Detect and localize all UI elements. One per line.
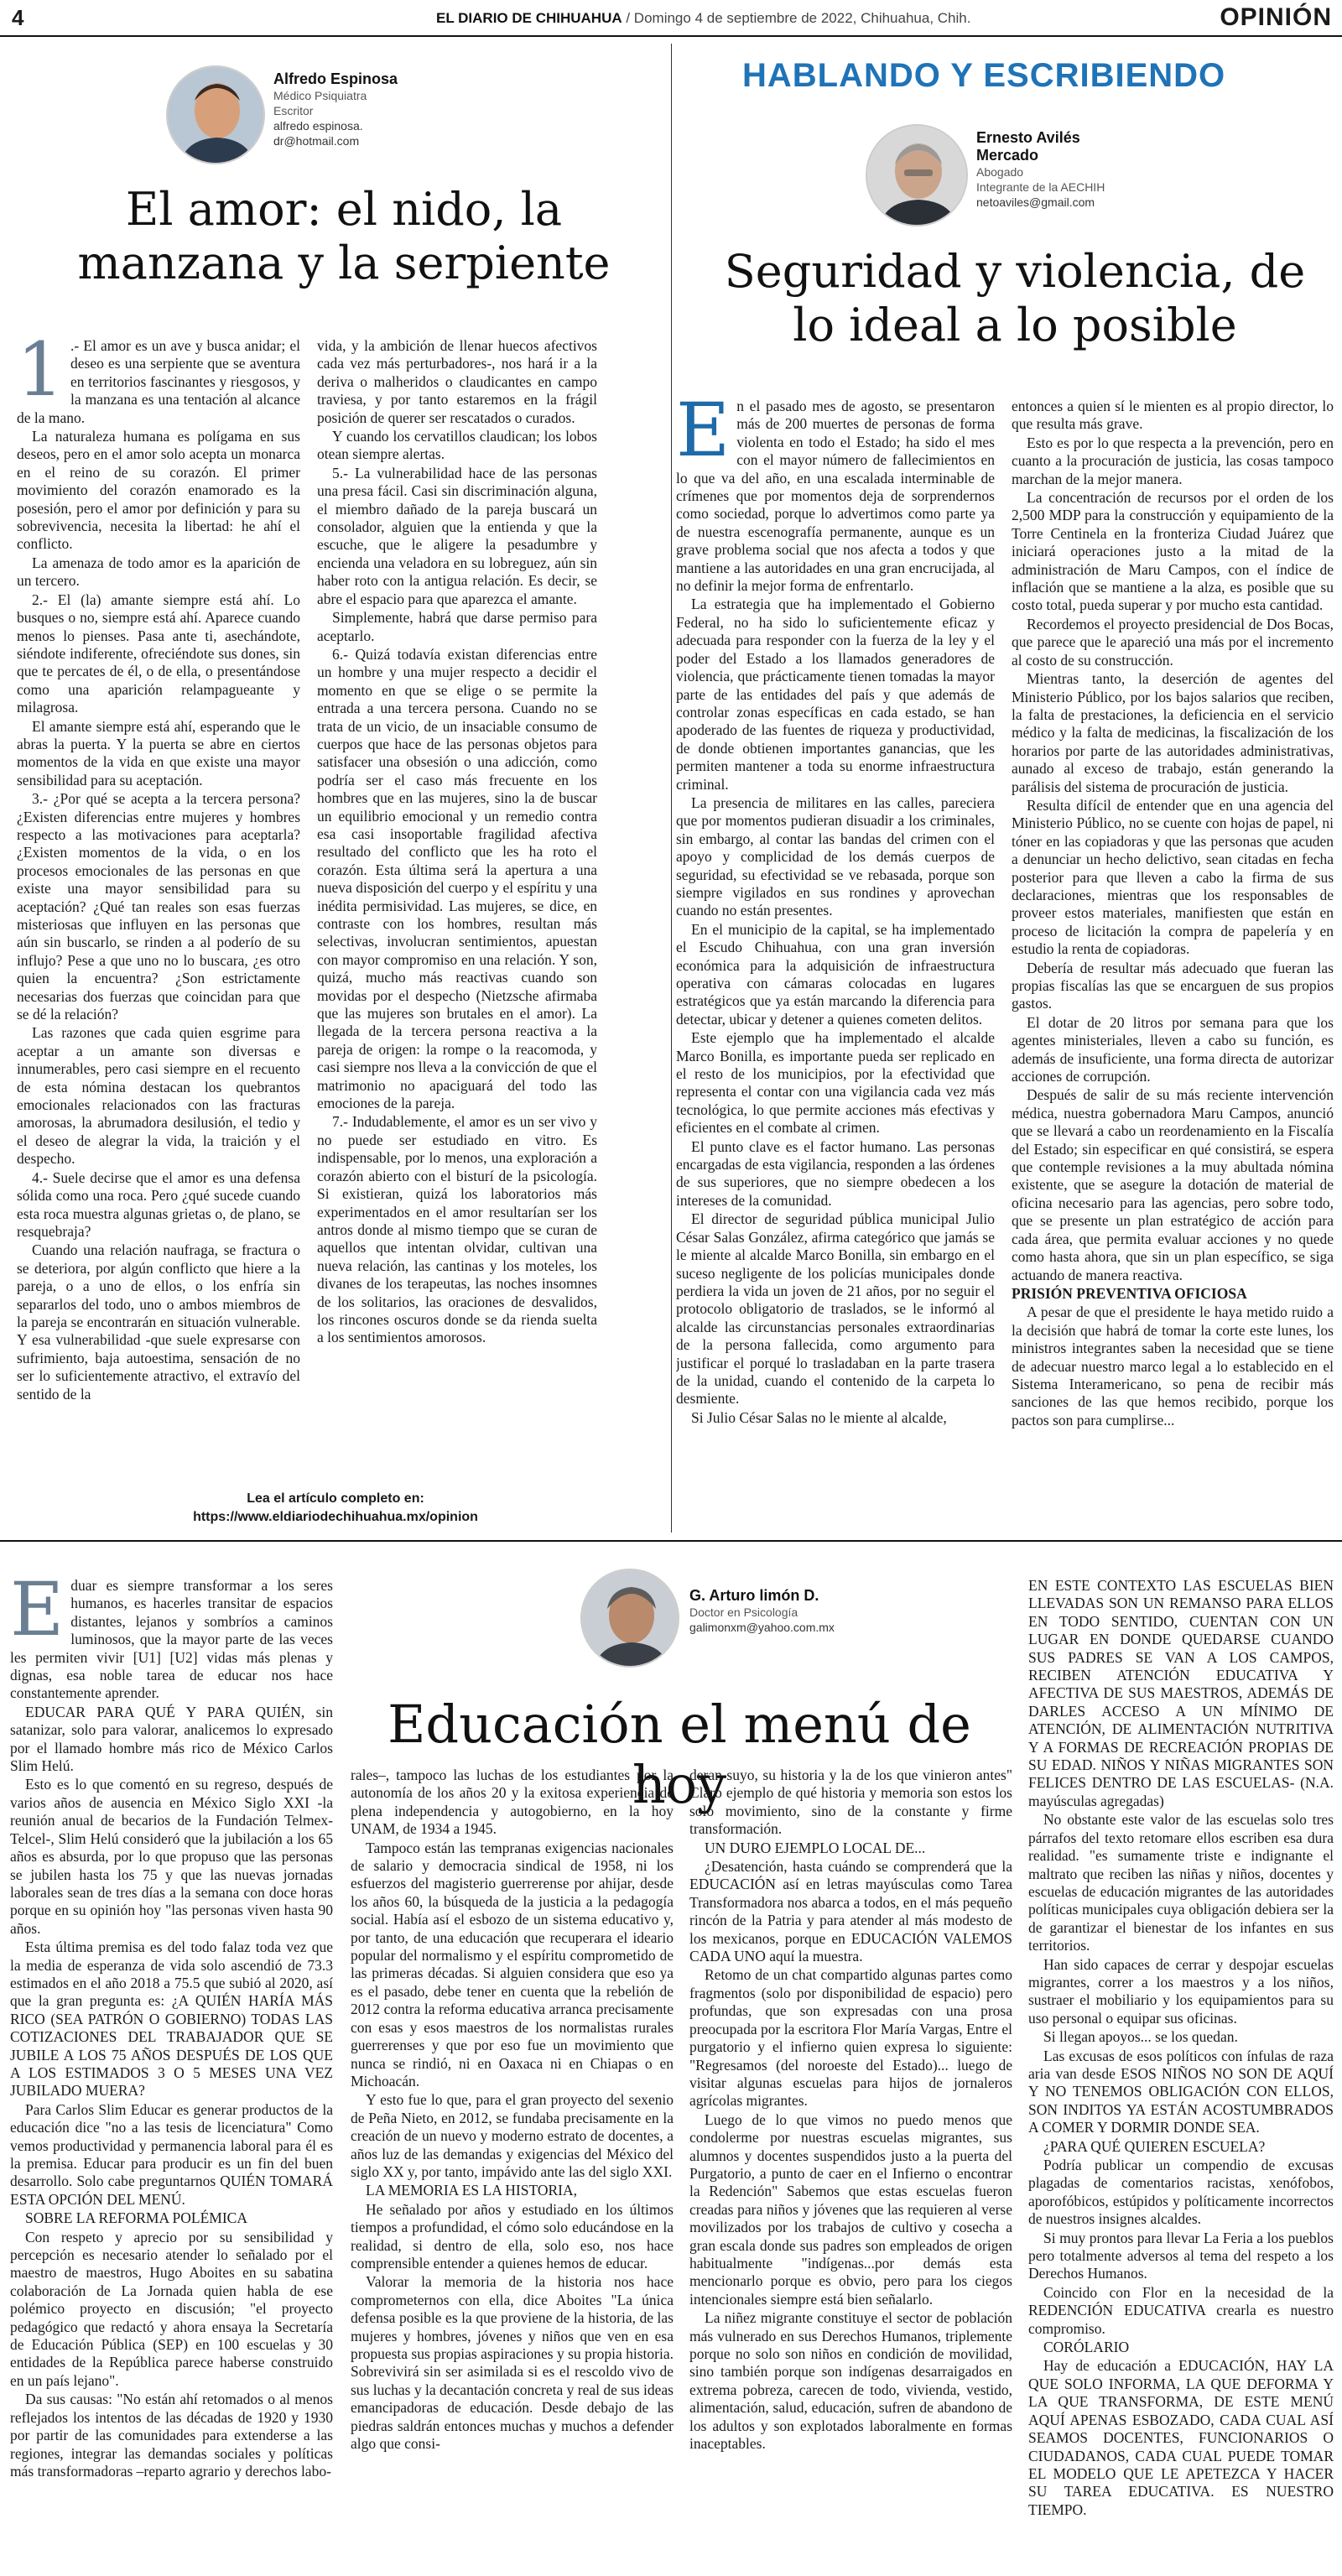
author-email[interactable]: galimonxm@yahoo.com.mx	[689, 1621, 835, 1634]
paragraph: Las razones que cada quien esgrime para aceptar a un amante son diversas e innumerables, pero casi siempre en el recuento de esta nómina destacan los quebrantos emocionales relacionados con las fracturas amorosas, la abrumadora desilusión, el tedio y el deseo de alegrar la vida, la traición y el despecho.	[17, 1024, 300, 1168]
paragraph: La naturaleza humana es polígama en sus deseos, pero en el amor solo acepta un monarca en el reino de su corazón. El primer movimiento del corazón enamorado es la posesión, pero el amor por definición y para su sobrevivencia, necesita la libertad: he ahí el conflicto.	[17, 428, 300, 553]
paragraph: Mientras tanto, la deserción de agentes del Ministerio Público, por los bajos salarios que reciben, la falta de prestaciones, la deficiencia en el servicio médico y la falta de medicinas, la fiscalización de los horarios por parte de las autoridades administrativas, aunado al exceso de trabajo, están generando la parálisis del sistema de procuración de justicia.	[1012, 670, 1334, 795]
article-column	[17, 337, 300, 1495]
portrait-icon	[582, 1570, 679, 1668]
drop-cap: E	[10, 1577, 65, 1652]
portrait-icon	[168, 67, 265, 164]
paragraph: Retomo de un chat compartido algunas partes como fragmentos (solo por disponibilidad de espacio) pero profundas, que son expresadas con una prosa preocupada por la escritora Flor María Vargas, Entre el purgatorio y el infierno quien expresa lo siguiente: "Regresamos (del noroeste del Estado)... luego de visitar algunas escuelas para hijos de jornaleros agrícolas migrantes.	[689, 1966, 1012, 2110]
paragraph: Esto es lo que comentó en su regreso, después de varios años de ausencia en México Siglo XXI -la reunión anual de becarios de la Fundación Telmex-Telcel-, Slim Helú consideró que la jubilación a los 65 años es absurda, por lo que propuso que las personas se jubilen hasta los 75 y que las nuevas jornadas laborales sean de tres días a la semana con doce horas porque en su opinión hoy "las personas viven hasta 90 años.	[10, 1776, 333, 1937]
paragraph: Y cuando los cervatillos claudican; los lobos otean siempre alertas.	[317, 428, 597, 463]
author-role: Médico Psiquiatra	[273, 89, 367, 102]
paragraph: La amenaza de todo amor es la aparición de un tercero.	[17, 554, 300, 590]
article-title: Seguridad y violencia, de lo ideal a lo posible	[724, 245, 1306, 351]
author-photo	[166, 65, 265, 164]
paragraph: duar es siempre transformar a los seres humanos, es hacerles transitar de espacios distantes, lejanos y sombríos a caminos luminosos, que la mayor parte de las veces les permiten vivir [U1] [U2] vidas más plenas y dignas, esa noble tarea de educar nos hace constantemente aprender.	[10, 1577, 333, 1702]
article-title: El amor: el nido, la manzana y la serpiente	[77, 183, 611, 289]
portrait-icon	[867, 126, 968, 226]
article-column	[351, 1767, 674, 2567]
newspaper-name: EL DIARIO DE CHIHUAHUA	[436, 10, 622, 26]
paragraph: 7.- Indudablemente, el amor es un ser vivo y no puede ser estudiado en vitro. Es indispensable, por lo menos, una exploración a corazón abierto con el bisturí de la psicología. Si existieran, quizá los laboratorios más experimentados en el amor resultarían ser los antros donde al mismo tiempo que se curan de aquellos que intentan olvidar, cultivan una nueva relación, las cantinas y los moteles, los divanes de los terapeutas, las noches insomnes de los solitarios, las oraciones de desvalidos, los rincones oscuros donde se da rienda suelta a los sentimientos amorosos.	[317, 1113, 597, 1346]
page-header	[0, 0, 1342, 37]
paragraph: Con respeto y aprecio por su sensibilidad y percepción es necesario atender lo señalado por el maestro de maestros, Hugo Aboites en su sabatina colaboración de La Jornada quien habla de ese polémico proyecto en discusión; "el proyecto pedagógico que redactó y ahora ensaya la Secretaría de Educación Pública (SEP) en 100 escuelas y 30 entidades de la República parece haberse construido en un país lejano".	[10, 2228, 333, 2389]
paragraph: Recordemos el proyecto presidencial de Dos Bocas, que parece que le apareció una más por el incremento al costo de su construcción.	[1012, 615, 1334, 669]
paragraph: El director de seguridad pública municipal Julio César Salas González, afirma categórico que jamás se le miente al alcalde Marco Bonilla, sin embargo en el suceso negligente de los policías municipales donde perdiera la vida un joven de 21 años, por no seguir el protocolo obligatorio de traslados, se le informó al alcalde las circunstancias personales extraordinarias de la persona fallecida, como argumento para justificar el porqué lo trasladaban en la parte trasera de la unidad, cuando el contenido de la carpeta lo desmiente.	[676, 1210, 995, 1408]
paragraph: Luego de lo que vimos no puedo menos que condolerme por nuestras escuelas migrantes, sus alumnos y docentes suspendidos justo a la puerta del Purgatorio, a punto de caer en el Infierno o encontrar la Redención" Sabemos que estas escuelas fueron creadas para niños y jóvenes que las requieren al verse movilizados por los trabajos de cultivo y cosecha a gran escala donde sus padres son empleados de origen habitualmente "indígenas...por demás esta mencionarlo porque es obvio, pero para los ciegos intencionales siempre está bien señalarlo.	[689, 2110, 1012, 2308]
page-number: 4	[12, 5, 24, 30]
author-role: Integrante de la AECHIH	[976, 180, 1105, 194]
drop-cap: 1	[17, 337, 64, 413]
paragraph: Tampoco están las tempranas exigencias nacionales de salario y democracia sindical de 1958, ni los esfuerzos del magisterio guerrerense por ahijar, desde los años 60, la búsqueda de la justicia a la pedagogía social. Había así el esbozo de un sistema educativo y, por tanto, de una educación que recuperara el ideario popular del normalismo y el espíritu comprometido de las primeras décadas. Si alguien considera que eso ya es el pasado, debe tener en cuenta que la rebelión de 2012 contra la reforma educativa arranca precisamente con esas y esos maestros de los normalistas rurales guerrerenses y que por eso fue un movimiento que nunca se rindió, ni en Oaxaca ni en Chiapas o en Michoacán.	[351, 1839, 674, 2089]
article-column	[1012, 398, 1334, 1530]
author-email[interactable]: alfredo espinosa.	[273, 119, 363, 133]
paragraph: Da sus causas: "No están ahí retomados o al menos reflejados los intentos de las décadas de 1920 y 1930 por partir de las comunidades para extenderse a las regiones, integrar las demandas sociales y políticas más transformadoras –reparto agrario y derechos labo-	[10, 2391, 333, 2480]
paragraph: Hay de educación a EDUCACIÓN, HAY LA QUE SOLO INFORMA, LA QUE DEFORMA Y LA QUE TRANSFORMA, DE ESTE MENÚ AQUÍ APENAS ESBOZADO, CADA CUAL ASÍ SEAMOS DOCENTES, FUNCIONARIOS O CIUDADANOS, CADA CUAL PUEDE TOMAR EL MODELO QUE LE APETEZCA Y HACER SU TAREA EDUCATIVA. ES NUESTRO TIEMPO.	[1028, 2357, 1334, 2518]
paragraph: He señalado por años y estudiado en los últimos tiempos a profundidad, el cómo solo educándose en la realidad, si dentro de ella, solo eso, nos hace comprensible entender a quienes hemos de educar.	[351, 2200, 674, 2272]
dateline: / Domingo 4 de septiembre de 2022, Chihuahua, Chih.	[622, 10, 971, 26]
section-title: OPINIÓN	[1220, 3, 1332, 31]
author-block	[976, 129, 1161, 210]
article-title: Educación el menú de hoy	[388, 1694, 971, 1815]
paragraph: Valorar la memoria de la historia nos hace comprometernos con ella, dice Aboites "La única defensa posible es la que proviene de la historia, de las mujeres y hombres, jóvenes y niños que ven en esa propuesta sus propias aspiraciones y su propia historia. Sobrevivirá sin ser asimilada si es el rescoldo vivo de sus luchas y la decantación concreta y real de sus ideas emancipadoras de educación. Desde debajo de las piedras saldrán entonces muchas y muchos a defender algo que consi-	[351, 2273, 674, 2453]
paragraph: entonces a quien sí le mienten es al propio director, lo que resulta más grave.	[1012, 398, 1334, 433]
paragraph: En el municipio de la capital, se ha implementado el Escudo Chihuahua, con una gran inversión económica para la adquisición de infraestructura operativa con cámaras colocadas en lugares estratégicos que ya están marcando la diferencia para detectar, ubicar y detener a quienes cometen delitos.	[676, 920, 995, 1028]
column-divider	[671, 44, 672, 1533]
paragraph: PRISIÓN PREVENTIVA OFICIOSA	[1012, 1284, 1247, 1302]
paragraph: SOBRE LA REFORMA POLÉMICA	[25, 2209, 247, 2227]
paragraph: Esto es por lo que respecta a la prevención, pero en cuanto a la procuración de justicia, las cosas tampoco marchan de la mejor manera.	[1012, 434, 1334, 487]
author-photo	[580, 1569, 679, 1668]
read-more	[126, 1491, 545, 1525]
author-role: Escritor	[273, 104, 314, 117]
paragraph: Las excusas de esos políticos con ínfulas de raza aria van desde ESOS NIÑOS NO SON DE AQUÍ Y NO TENEMOS OBLIGACIÓN CON ELLOS, SON INDITOS YA ESTÁN ACOSTUMBRADOS A COMER Y DORMIR DONDE SEA.	[1028, 2047, 1334, 2136]
author-name: G. Arturo limón D.	[689, 1587, 819, 1604]
author-name: Mercado	[976, 147, 1039, 164]
paragraph: La niñez migrante constituye el sector de población más vulnerado en sus Derechos Humanos, triplemente porque no solo son niños en condición de movilidad, sino también porque son indígenas desarraigados en extrema pobreza, carecen de todo, vivienda, vestido, alimentación, salud, educación, sufren de abandono de los adultos y son explotados laboralmente en formas inaceptables.	[689, 2309, 1012, 2453]
author-name: Ernesto Avilés	[976, 129, 1080, 146]
paragraph: Han sido capaces de cerrar y despojar escuelas migrantes, correr a los maestros y a los niños, sustraer el mobiliario y los equipamientos para su uso personal o equipar sus oficinas.	[1028, 1955, 1334, 2027]
read-more-link[interactable]: https://www.eldiariodechihuahua.mx/opinion	[193, 1510, 478, 1524]
paragraph: El punto clave es el factor humano. Las personas encargadas de esta vigilancia, responden a las órdenes de sus superiores, que no siempre obedecen a los intereses de la comunidad.	[676, 1137, 995, 1209]
paragraph: 4.- Suele decirse que el amor es una defensa sólida como una roca. Pero ¿qué sucede cuando esta roca muestra algunas grietas o, de plano, se resquebraja?	[17, 1168, 300, 1240]
paragraph: No obstante este valor de las escuelas solo tres párrafos del texto retomare ellos escriben esa dura realidad. "es sumamente triste e indignante el maltrato que reciben las niñas y niños, docentes y escuelas de educación migrantes de las autoridades políticas municipales cuya obligación debiera ser la de garantizar el bienestar de los infantes en sus territorios.	[1028, 1811, 1334, 1954]
paragraph: Esta última premisa es del todo falaz toda vez que la media de esperanza de vida solo ascendió de 73.3 estimados en el año 2018 a 75.5 que subió al 2020, así que la gran pregunta es: ¿A QUIÉN HARÍA MÁS RICO (SEA PATRÓN O GOBIERNO) TODAS LAS COTIZACIONES DEL TRABAJADOR QUE SE JUBILE A LOS 75 AÑOS DESPUÉS DE LOS QUE A LOS ESTIMADOS 3 O 5 MESES UNA VEZ JUBILADO MUERA?	[10, 1939, 333, 2100]
paragraph: El amante siempre está ahí, esperando que le abras la puerta. Y la puerta se abre en ciertos momentos de la vida en que existe una mayor sensibilidad para su aceptación.	[17, 717, 300, 788]
paragraph: n el pasado mes de agosto, se presentaron más de 200 muertes de personas de forma violenta en todo el Estado; ha sido el mes con el mayor número de fallecimientos en lo que va del año, en una escalada interminable de crímenes que por momentos deja de sorprendernos como sociedad, porque lo advertimos como parte ya de nuestra escenografía permanente, aunque es un grave problema social que nos afecta a todos y que mantiene a las autoridades en una gran encrucijada, al no definir la mejor forma de enfrentarlo.	[676, 398, 995, 595]
paragraph: Si muy prontos para llevar La Feria a los pueblos pero totalmente adversos al tema del respeto a los Derechos Humanos.	[1028, 2229, 1334, 2282]
author-email[interactable]: dr@hotmail.com	[273, 134, 360, 148]
paragraph: La concentración de recursos por el orden de los 2,500 MDP para la construcción y equipamiento de la Torre Centinela en la fronteriza Ciudad Juárez que iniciará operaciones justo a la mitad de la administración de Maru Campos, con el índice de inflación que se mantiene a la alza, es posible que su costo total, pueda superar y por mucho esta cantidad.	[1012, 489, 1334, 614]
paragraph: Después de salir de su más reciente intervención médica, nuestra gobernadora Maru Campos, anunció que se llevará a cabo un reordenamiento en la Fiscalía del Estado; sin especificar en qué consistirá, se espera que contemple revisiones a la muy abultada nómina existente, que se asegure la dotación de material de oficina necesario para las agencias, pero sobre todo, que se presente un plan estratégico de acción para cada área, que permita evaluar acciones y no quede como hasta ahora, que sin un plan específico, se siga actuando de manera reactiva.	[1012, 1086, 1334, 1283]
paragraph: A pesar de que el presidente le haya metido ruido a la decisión que habrá de tomar la corte este lunes, los ministros integrantes saben la necesidad que se tiene de adecuar nuestro marco legal a lo establecido en el Sistema Interamericano, so pena de recibir más sanciones de las que hemos recibido, porque los pactos son para cumplirse...	[1012, 1304, 1334, 1429]
column-kicker: HABLANDO Y ESCRIBIENDO	[742, 57, 1226, 94]
paragraph: Coincido con Flor en la necesidad de la REDENCIÓN EDUCATIVA crearla es nuestro compromiso.	[1028, 2283, 1334, 2337]
author-role: Abogado	[976, 165, 1024, 179]
paragraph: .- El amor es un ave y busca anidar; el deseo es una serpiente que se aventura en territorios fascinantes y riesgosos, y la manzana es una tentación al alcance de la mano.	[17, 337, 300, 426]
paragraph: 5.- La vulnerabilidad hace de las personas una presa fácil. Casi sin discriminación alguna, el miembro dañado de la pareja buscará un consolador, alguien que la entienda y que la escuche, que le aligere la pesadumbre y encienda una veladora en su lobreguez, aún sin haber roto con la antigua relación. Es decir, se abre el espacio para que aparezca el amante.	[317, 464, 597, 607]
author-block	[273, 70, 441, 148]
section-rule	[0, 1540, 1342, 1542]
read-more-label: Lea el artículo completo en:	[247, 1491, 424, 1506]
author-email[interactable]: netoaviles@gmail.com	[976, 195, 1095, 209]
article-column	[676, 398, 995, 1530]
paragraph: Resulta difícil de entender que en una agencia del Ministerio Público, no se cuente con hojas de papel, ni tóner en las copiadoras y que las personas que acuden a denunciar un hecho delictivo, sean citadas en fecha posterior para que lleven a cabo la firma de sus declaraciones, mientras que los responsables de proveer estos materiales, manifiesten que están en proceso de licitación la compra de papelería y en estudio la renta de copiadoras.	[1012, 796, 1334, 958]
paragraph: Y esto fue lo que, para el gran proyecto del sexenio de Peña Nieto, en 2012, se fundaba precisamente en la creación de un nuevo y moderno estrato de docentes, a años luz de las demandas y exigencias del México del siglo XX y, por tanto, impávido ante las del siglo XXI.	[351, 2091, 674, 2180]
paragraph: UN DURO EJEMPLO LOCAL DE...	[705, 1839, 926, 1856]
paragraph: 3.- ¿Por qué se acepta a la tercera persona? ¿Existen diferencias entre mujeres y hombres respecto a las motivaciones para aceptarla? ¿Existen momentos de la vida, o en los procesos emocionales de las personas en que existe una mayor sensibilidad para su aceptación? ¿Qué tan reales son esas fuerzas misteriosas que influyen en las personas que aún sin buscarlo, se rinden a al poderío de su influjo? Pese a que uno no lo buscara, ¿es otro quien la encuentra? ¿Son estrictamente necesarias dos fuerzas que coincidan para que se dé la relación?	[17, 790, 300, 1023]
drop-cap: E	[676, 398, 731, 473]
paragraph: Si llegan apoyos... se los quedan.	[1043, 2028, 1238, 2046]
paragraph: Podría publicar un compendio de excusas plagadas de comentarios racistas, xenófobos, aporofóbicos, estúpidos y políticamente incorrectos de nuestros insignes alcaldes.	[1028, 2157, 1334, 2228]
author-name: Alfredo Espinosa	[273, 70, 398, 87]
paragraph: Para Carlos Slim Educar es generar productos de la educación dice "no a las tesis de licenciatura" Como vemos productividad y permanencia laboral para él es la premisa. Educar para producir es un fin del buen desarrollo. Solo cabe preguntarnos QUIÉN TOMARÁ ESTA OPCIÓN DEL MENÚ.	[10, 2100, 333, 2208]
masthead	[436, 10, 970, 27]
author-role: Doctor en Psicología	[689, 1605, 798, 1619]
paragraph: deran suyo, su historia y la de los que vinieron antes" Claro ejemplo de qué historia y memoria son estos los solo movimiento, sino de la constante y firme transformación.	[689, 1767, 1012, 1838]
paragraph: CORÓLARIO	[1043, 2339, 1130, 2356]
paragraph: Si Julio César Salas no le miente al alcalde,	[691, 1408, 947, 1426]
author-photo	[866, 124, 968, 226]
paragraph: Simplemente, habrá que darse permiso para aceptarlo.	[317, 609, 597, 644]
paragraph: EN ESTE CONTEXTO LAS ESCUELAS BIEN LLEVADAS SON UN REMANSO PARA ELLOS EN TODO SENTIDO, CUENTAN CON UN LUGAR EN DONDE QUEDARSE CUANDO SUS PADRES SE VAN A LOS CAMPOS, RECIBEN ATENCIÓN EDUCATIVA Y AFECTIVA DE SUS MAESTROS, ADEMÁS DE DARLES ACCESO A UN MÍNIMO DE ATENCIÓN, DE ALIMENTACIÓN NUTRITIVA Y A FORMAS DE RECREACIÓN PROPIAS DE SU EDAD. NIÑOS Y NIÑAS MIGRANTES SON FELICES DENTRO DE LAS ESCUELAS- (N.A. mayúsculas agregadas)	[1028, 1577, 1334, 1809]
article-column	[317, 337, 597, 1495]
author-block	[689, 1587, 891, 1635]
paragraph: 2.- El (la) amante siempre está ahí. Lo busques o no, siempre está ahí. Aparece cuando menos lo pienses. Pasa ante ti, asechándote, siéndote indiferente, ofreciéndote sus dones, sin que te percates de él, o de ella, o presentándose como una aparición relampagueante y milagrosa.	[17, 591, 300, 716]
article-column	[10, 1577, 333, 2567]
paragraph: Cuando una relación naufraga, se fractura o se deteriora, por algún conflicto que hiere a la pareja, o a uno de ellos, o los enfría sin separarlos del todo, uno o ambos miembros de la pareja se encontrarán en situación vulnerable. Y esa vulnerabilidad -que suele expresarse con sufrimiento, baja autoestima, sensación de no ser lo suficientemente atractivo, el extravío del sentido de la	[17, 1241, 300, 1402]
paragraph: 6.- Quizá todavía existan diferencias entre un hombre y una mujer respecto a decidir el momento en que se elige o se permite la entrada a una tercera persona. Cuando no se trata de un vicio, de un insaciable consumo de cuerpos que hace de las personas objetos para satisfacer una obsesión o una adicción, como podría ser el caso más frecuente en los hombres que en las mujeres, sino la de buscar un equilibrio emocional y un remedio contra esa casi insoportable fragilidad afectiva resultado del conflicto que les ha roto el corazón. Esta última será la apertura a una nueva disposición del cuerpo y el espíritu y una inédita permisividad. Las mujeres, se dice, en contraste con los hombres, resultan más selectivas, involucran sentimientos, apuestan con mayor compromiso en una relación. Y son, quizá, mucho más reactivas cuando son movidas por el despecho (Nietzsche afirmaba que las mujeres son brutales en el amor). La llegada de la tercera persona reactiva a la pareja de origen: la rompe o la reacomoda, y casi siempre nos lleva a la convicción de que el matrimonio no apaciguará del todo las emociones de la pareja.	[317, 645, 597, 1112]
paragraph: La estrategia que ha implementado el Gobierno Federal, no ha sido lo suficientemente eficaz y adecuada para responder con la fuerza de la ley y el poder del Estado a los llamados generadores de violencia, que prácticamente tienen tomadas la mayor parte de las entidades del país y que además de controlar zonas específicas en cada estado, se han apoderado de las fuentes de riqueza y productividad, de donde obtienen importantes ganancias, que les permiten mantener a toda su enorme infraestructura criminal.	[676, 596, 995, 793]
article-column	[1028, 1577, 1334, 2567]
article-column	[689, 1767, 1012, 2567]
header-rule	[0, 35, 1342, 37]
paragraph: Debería de resultar más adecuado que fueran las propias fiscalías las que se encarguen de sus propios gastos.	[1012, 959, 1334, 1012]
paragraph: ¿Desatención, hasta cuándo se comprenderá que la EDUCACIÓN así en letras mayúsculas como Tarea Transformadora nos abarca a todos, en el más pequeño rincón de la Patria y para atender al más modesto de los mexicanos, porque en EDUCACIÓN VALEMOS CADA UNO aquí la muestra.	[689, 1858, 1012, 1965]
paragraph: rales–, tampoco las luchas de los estudiantes por la autonomía de los años 20 y la exitosa experiencia de plena independencia y autogobierno, en la hoy UNAM, de 1934 a 1945.	[351, 1767, 674, 1838]
paragraph: ¿PARA QUÉ QUIEREN ESCUELA?	[1043, 2137, 1266, 2155]
paragraph: Este ejemplo que ha implementado el alcalde Marco Bonilla, es importante pueda ser replicado en el resto de los municipios, por la efectividad que representa el contar con una vigilancia cada vez más tecnológica, lo que permite acciones más efectivas y eficientes en el combate al crimen.	[676, 1029, 995, 1137]
paragraph: EDUCAR PARA QUÉ Y PARA QUIÉN, sin satanizar, solo para valorar, analicemos lo expresado por el llamado hombre más rico de México Carlos Slim Helú.	[10, 1703, 333, 1775]
paragraph: La presencia de militares en las calles, pareciera que por momentos pudieran disuadir a los criminales, sin embargo, al contar las bandas del crimen con el apoyo y complicidad de los demás cuerpos de seguridad, su efectividad se ve rebasada, porque son siempre vigilados en sus rondines y aprovechan cuando no están presentes.	[676, 794, 995, 919]
paragraph: vida, y la ambición de llenar huecos afectivos cada vez más perturbadores-, nos hará ir a la deriva o malheridos o claudicantes en campo traviesa, y por tanto estaremos en la frágil posición de querer ser rescatados o curados.	[317, 337, 597, 426]
paragraph: El dotar de 20 litros por semana para que los agentes ministeriales, lleven a cabo su función, es además de insuficiente, una forma directa de autorizar acciones de corrupción.	[1012, 1013, 1334, 1085]
paragraph: LA MEMORIA ES LA HISTORIA,	[366, 2182, 577, 2199]
